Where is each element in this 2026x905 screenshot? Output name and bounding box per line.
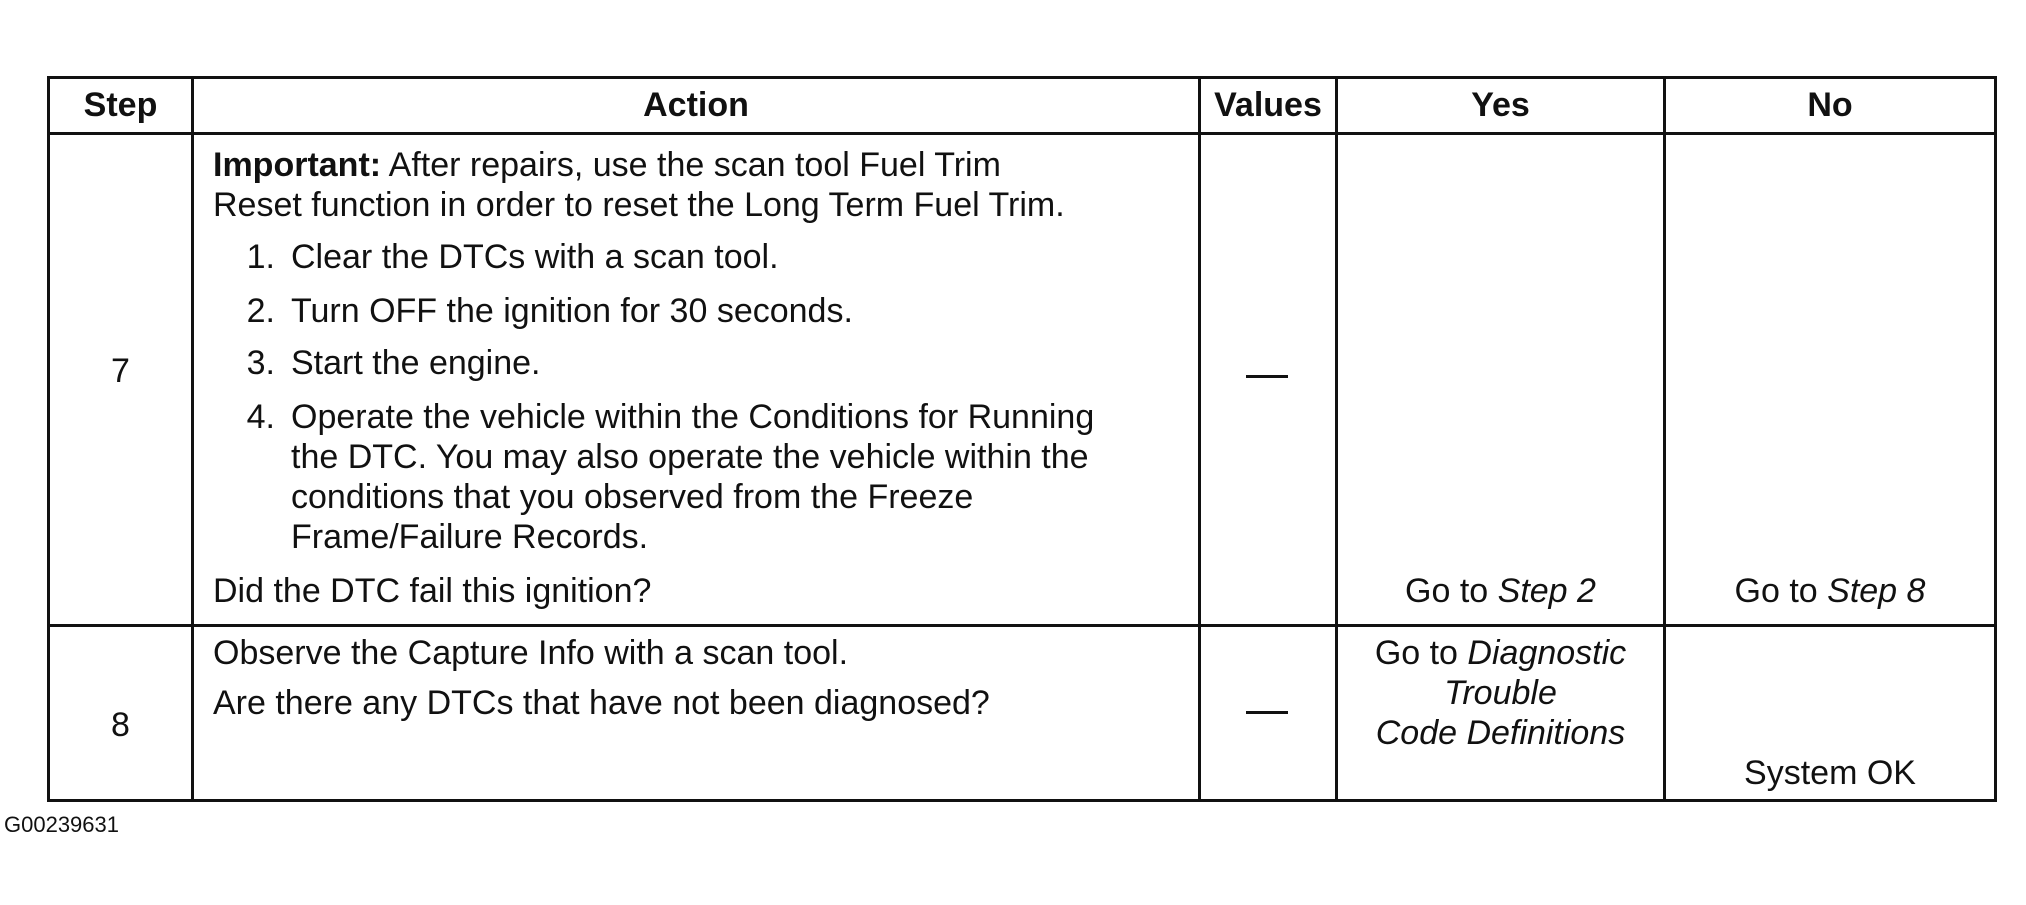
- yes-link-line1[interactable]: Diagnostic: [1467, 634, 1627, 672]
- yes-link-line3[interactable]: Code Definitions: [1375, 714, 1626, 752]
- values-dash: [1246, 375, 1288, 378]
- important-label: Important:: [213, 146, 382, 184]
- yes-step-link[interactable]: Step 2: [1497, 572, 1596, 610]
- col-divider-action: [1198, 79, 1201, 799]
- important-note-line2: Reset function in order to reset the Long Term Fuel Trim.: [213, 186, 1065, 224]
- header-values: Values: [1214, 86, 1322, 124]
- no-prefix: Go to: [1734, 572, 1828, 610]
- no-step-link[interactable]: Step 8: [1827, 572, 1926, 610]
- no-action: [1666, 571, 1994, 611]
- header-divider: [50, 132, 1994, 135]
- header-no: No: [1807, 86, 1853, 124]
- important-note: [213, 145, 1001, 185]
- list-number: 3.: [246, 344, 275, 382]
- yes-action: [1338, 571, 1663, 611]
- col-divider-yes: [1663, 79, 1666, 799]
- list-number: 1.: [246, 238, 275, 276]
- list-text-continued: conditions that you observed from the Freeze: [291, 478, 974, 516]
- action-text: Observe the Capture Info with a scan tool.: [213, 634, 849, 672]
- list-text-continued: the DTC. You may also operate the vehicle within the: [291, 438, 1089, 476]
- list-number: 4.: [246, 398, 275, 436]
- step-number: 7: [111, 352, 130, 390]
- yes-prefix: Go to: [1374, 634, 1468, 672]
- list-text: Turn OFF the ignition for 30 seconds.: [291, 292, 853, 330]
- list-text: Operate the vehicle within the Conditions for Running: [291, 398, 1095, 436]
- yes-action: [1338, 633, 1663, 673]
- values-dash: [1246, 711, 1288, 714]
- figure-code: G00239631: [4, 812, 119, 837]
- list-text: Start the engine.: [291, 344, 541, 382]
- header-yes: Yes: [1471, 86, 1530, 124]
- question: Are there any DTCs that have not been diagnosed?: [213, 684, 990, 722]
- question: Did the DTC fail this ignition?: [213, 572, 652, 610]
- no-result: System OK: [1744, 754, 1916, 792]
- row-divider: [50, 624, 1994, 627]
- header-step: Step: [83, 86, 158, 124]
- important-text: After repairs, use the scan tool Fuel Trim: [381, 146, 1001, 184]
- yes-link-line2[interactable]: Trouble: [1444, 674, 1557, 712]
- diagnostic-table: [47, 76, 1997, 802]
- yes-prefix: Go to: [1405, 572, 1498, 610]
- header-action: Action: [643, 86, 749, 124]
- list-number: 2.: [246, 292, 275, 330]
- list-text-continued: Frame/Failure Records.: [291, 518, 649, 556]
- col-divider-step: [191, 79, 194, 799]
- step-number: 8: [111, 706, 130, 744]
- list-text: Clear the DTCs with a scan tool.: [291, 238, 779, 276]
